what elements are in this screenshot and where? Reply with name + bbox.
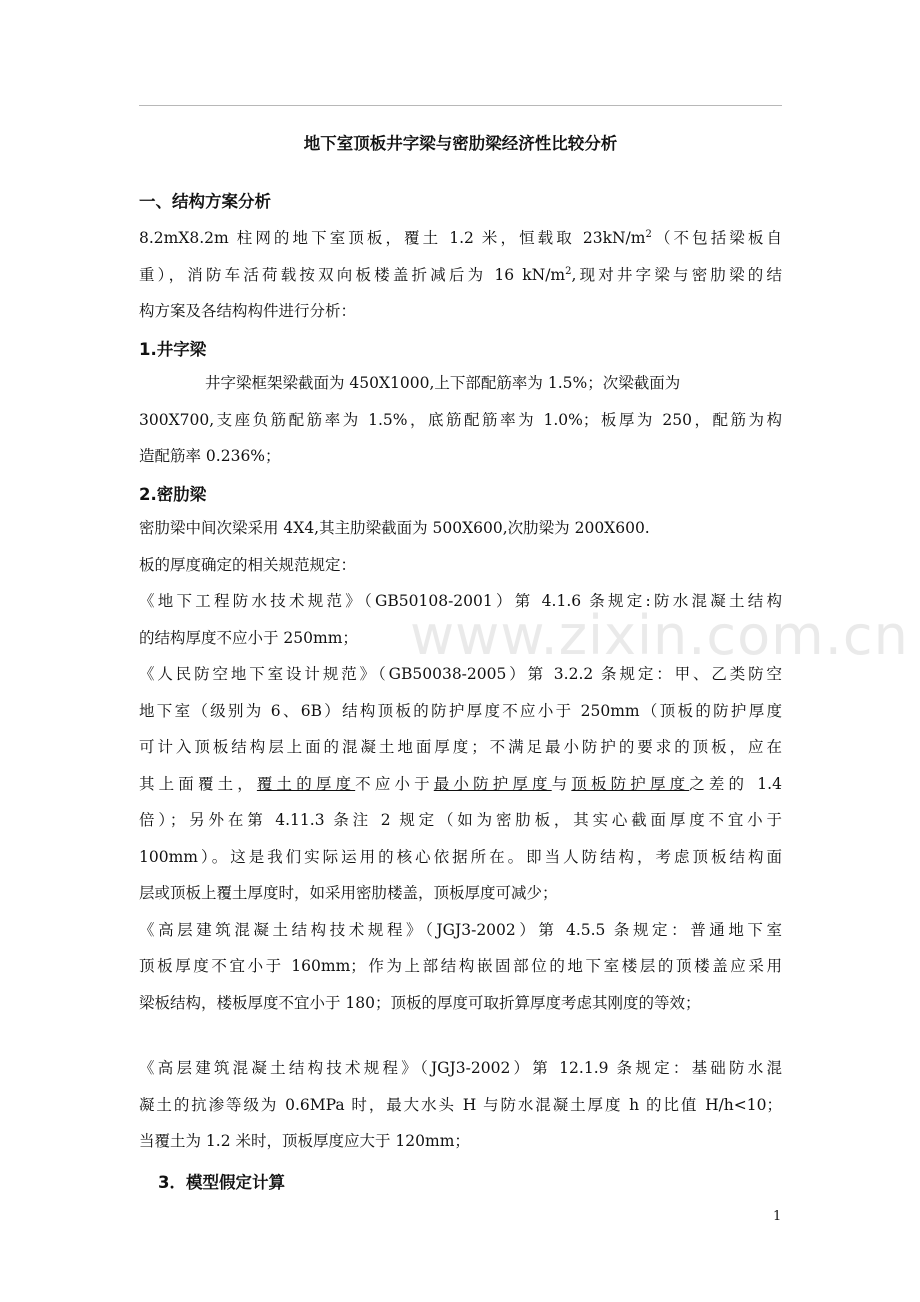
ribbed-line: 密肋梁中间次梁采用 4X4,其主肋梁截面为 500X600,次肋梁为 200X600. [139,519,650,537]
ribbed-line: 凝土的抗渗等级为 0.6MPa 时，最大水头 H 与防水混凝土厚度 h 的比值 H/h<10； [139,1095,782,1114]
ribbed-line: 可计入顶板结构层上面的混凝土地面厚度；不满足最小防护的要求的顶板，应在 [139,738,782,756]
ribbed-line: 《地下工程防水技术规范》（GB50108-2001）第 4.1.6 条规定:防水混凝土结构 [139,592,782,610]
ribbed-line: 《人民防空地下室设计规范》（GB50038-2005）第 3.2.2 条规定：甲、乙类防空 [139,665,782,683]
ribbed-line: 100mm）。这是我们实际运用的核心依据所在。即当人防结构，考虑顶板结构面 [139,847,782,866]
ribbed-line: 板的厚度确定的相关规范规定： [139,555,357,574]
waffle-beam-paragraph [139,365,782,475]
ribbed-line: 顶板厚度不宜小于 160mm；作为上部结构嵌固部位的地下室楼层的顶楼盖应采用 [139,957,782,975]
page-number: 1 [773,1209,782,1224]
ribbed-line: 的结构厚度不应小于 250mm； [139,628,358,647]
intro-line-3: 构方案及各结构构件进行分析： [139,302,357,320]
document-title: 地下室顶板井字梁与密肋梁经济性比较分析 [303,134,618,153]
ribbed-beam-paragraph [139,510,782,1021]
ribbed-line: 倍）；另外在第 4.11.3 条注 2 规定（如为密肋板，其实心截面厚度不宜小于 [139,811,782,829]
subsection-heading-3: 3．模型假定计算 [158,1173,285,1192]
watermark: www.zixin.com.cn [410,604,909,667]
ribbed-line: 地下室（级别为 6、6B）结构顶板的防护厚度不应小于 250mm（顶板的防护厚度 [139,701,782,720]
ribbed-line: 《高层建筑混凝土结构技术规程》（JGJ3-2002）第 4.5.5 条规定：普通地下室 [139,920,782,939]
intro-paragraph [139,220,782,330]
waffle-line-1: 井字梁框架梁截面为 450X1000,上下部配筋率为 1.5%；次梁截面为 [205,374,681,392]
ribbed-beam-paragraph-continued [139,1050,782,1160]
header-rule [139,105,782,106]
ribbed-line: 《高层建筑混凝土结构技术规程》（JGJ3-2002）第 12.1.9 条规定：基础防水混 [139,1059,782,1077]
ribbed-line: 层或顶板上覆土厚度时，如采用密肋楼盖，顶板厚度可减少； [139,884,558,902]
subsection-heading-2: 2.密肋梁 [139,485,207,504]
subsection-heading-1: 1.井字梁 [139,340,207,359]
section-heading-1: 一、结构方案分析 [139,192,271,211]
ribbed-line: 当覆土为 1.2 米时，顶板厚度应大于 120mm； [139,1132,470,1150]
ribbed-line: 梁板结构，楼板厚度不宜小于 180；顶板的厚度可取折算厚度考虑其刚度的等效； [139,993,701,1012]
intro-line-2: 重），消防车活荷载按双向板楼盖折减后为 16 $kN/m^2$,现对井字梁与密肋梁的结 [139,265,782,284]
waffle-line-2: 300X700,支座负筋配筋率为 1.5%，底筋配筋率为 1.0%；板厚为 250，配筋为构 [139,410,782,429]
waffle-line-3: 造配筋率 0.236%； [139,447,281,465]
intro-line-1: 8.2mX8.2m 柱网的地下室顶板，覆土 1.2 米，恒载取 $23kN/m^2$（不包括梁板自 [139,228,782,247]
ribbed-line-underlined: 其上面覆土，覆土的厚度不应小于最小防护厚度与顶板防护厚度之差的 1.4 [139,774,782,793]
